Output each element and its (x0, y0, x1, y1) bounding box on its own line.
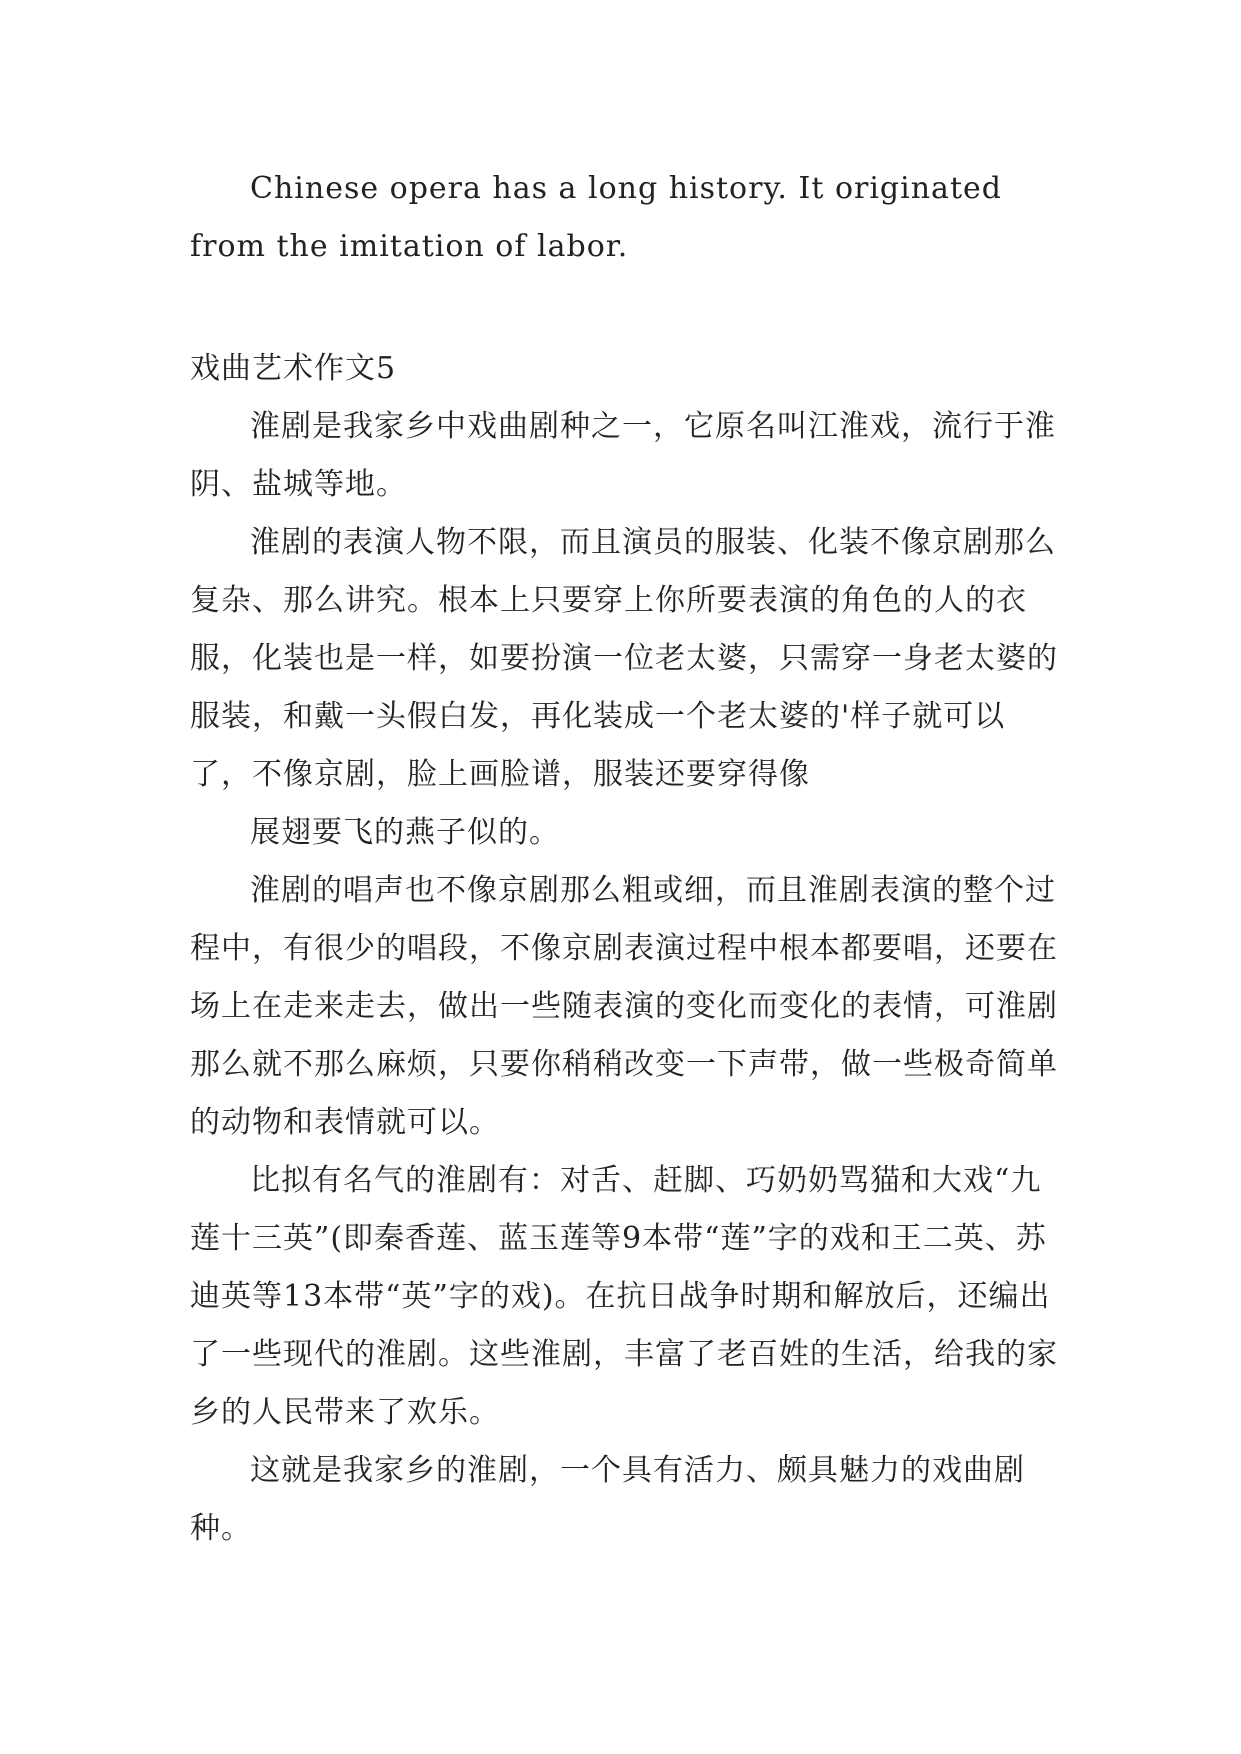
paragraph-6: 这就是我家乡的淮剧，一个具有活力、颇具魅力的戏曲剧种。 (190, 1453, 1025, 1546)
paragraph-5: 比拟有名气的淮剧有：对舌、赶脚、巧奶奶骂猫和大戏“九莲十三英”(即秦香莲、蓝玉莲等9本带“莲”字的戏和王二英、苏迪英等13本带“英”字的戏)。在抗日战争时期和解放后，还编出了一些现代的淮剧。这些淮剧，丰富了老百姓的生活，给我的家乡的人民带来了欢乐。 (190, 1163, 1058, 1430)
section-title: 戏曲艺术作文5 (190, 351, 397, 386)
paragraph-2: 淮剧的表演人物不限，而且演员的服装、化装不像京剧那么复杂、那么讲究。根本上只要穿上你所要表演的角色的人的衣服，化装也是一样，如要扮演一位老太婆，只需穿一身老太婆的服装，和戴一头假白发，再化装成一个老太婆的'样子就可以了，不像京剧，脸上画脸谱，服装还要穿得像 (190, 525, 1058, 792)
english-paragraph: Chinese opera has a long history. It originated from the imitation of labor. (190, 171, 1002, 264)
paragraph-4: 淮剧的唱声也不像京剧那么粗或细，而且淮剧表演的整个过程中，有很少的唱段，不像京剧表演过程中根本都要唱，还要在场上在走来走去，做出一些随表演的变化而变化的表情，可淮剧那么就不那么麻烦，只要你稍稍改变一下声带，做一些极奇简单的动物和表情就可以。 (190, 873, 1058, 1140)
document-body (190, 160, 1060, 1558)
paragraph-1: 淮剧是我家乡中戏曲剧种之一，它原名叫江淮戏，流行于淮阴、盐城等地。 (190, 409, 1056, 502)
paragraph-3: 展翅要飞的燕子似的。 (250, 815, 560, 850)
